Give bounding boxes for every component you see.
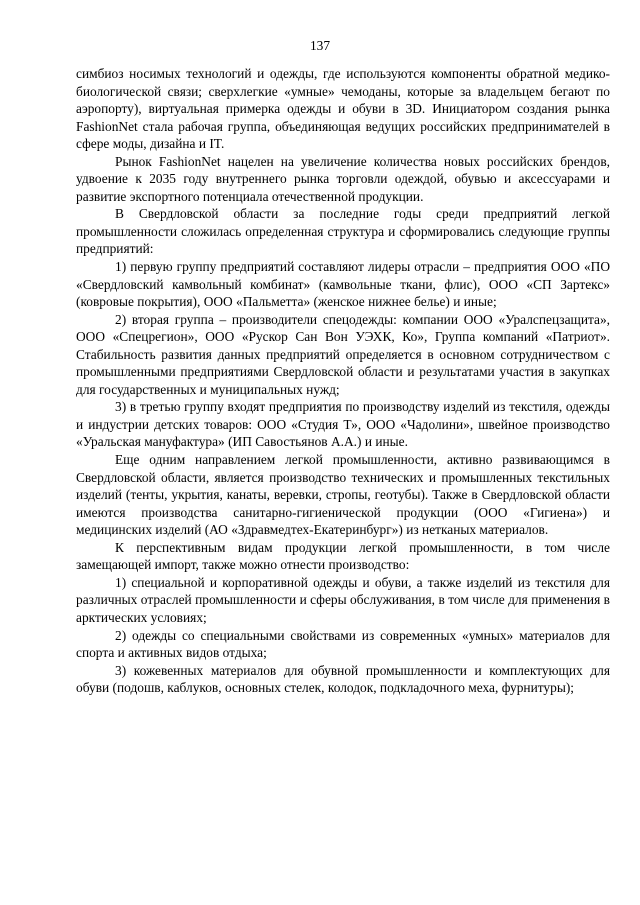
list-item-product-1: 1) специальной и корпоративной одежды и обуви, а также изделий из текстиля для различных отраслей промышленности и сферы обслуживания, в том числе для применения в арктических условиях; — [76, 574, 610, 625]
list-item-group-2: 2) вторая группа – производители спецодежды: компании ООО «Уралспецзащита», ООО «Спецрегион», ООО «Рускор Сан Вон УЭХК, Ко», Группа компаний «Патриот». Стабильность развития данных предприятий определяется в основном сотрудничеством с промышленными предприятиями Свердловской области и результатами участия в закупках для государственных и муниципальных нужд; — [76, 311, 610, 397]
page-body — [76, 65, 610, 697]
list-item-product-2: 2) одежды со специальными свойствами из современных «умных» материалов для спорта и активных видов отдыха; — [76, 627, 610, 661]
paragraph-fashionnet-market: Рынок FashionNet нацелен на увеличение количества новых российских брендов, удвоение к 2035 году внутреннего рынка торговли одеждой, обувью и аксессуарами и развитие экспортного потенциала отечественной продукции. — [76, 153, 610, 204]
list-item-product-3: 3) кожевенных материалов для обувной промышленности и комплектующих для обуви (подошв, каблуков, основных стелек, колодок, подкладочного меха, фурнитуры); — [76, 662, 610, 696]
paragraph-technical-textiles: Еще одним направлением легкой промышленности, активно развивающимся в Свердловской области, является производство технических и промышленных текстильных изделий (тенты, укрытия, канаты, веревки, стропы, геотубы). Также в Свердловской области имеются производства санитарно-гигиенической продукции (ООО «Гигиена») и медицинских изделий (АО «Здравмедтех-Екатеринбург») из нетканых материалов. — [76, 452, 610, 538]
list-item-group-3: 3) в третью группу входят предприятия по производству изделий из текстиля, одежды и индустрии детских товаров: ООО «Студия Т», ООО «Чадолини», швейное производство «Уральская мануфактура» (ИП Савостьянов А.А.) и иные. — [76, 399, 610, 450]
list-item-group-1: 1) первую группу предприятий составляют лидеры отрасли – предприятия ООО «ПО «Свердловский камвольный комбинат» (камвольные ткани, флис), ООО «СП Зартекс» (ковровые покрытия), ООО «Пальметта» (женское нижнее белье) и иные; — [76, 259, 610, 310]
paragraph-perspective-products: К перспективным видам продукции легкой промышленности, в том числе замещающей импорт, также можно отнести производство: — [76, 539, 610, 573]
paragraph-continuation: симбиоз носимых технологий и одежды, где используются компоненты обратной медико-биологической связи; сверхлегкие «умные» чемоданы, которые за владельцем бегают по аэропорту), виртуальная примерка одежды и обуви в 3D. Инициатором создания рынка FashionNet стала рабочая группа, объединяющая ведущих российских предпринимателей в сфере моды, дизайна и IT. — [76, 66, 610, 152]
page-number: 137 — [309, 38, 331, 53]
paragraph-sverdlovsk-structure: В Свердловской области за последние годы среди предприятий легкой промышленности сложилась определенная структура и сформировались следующие группы предприятий: — [76, 206, 610, 257]
